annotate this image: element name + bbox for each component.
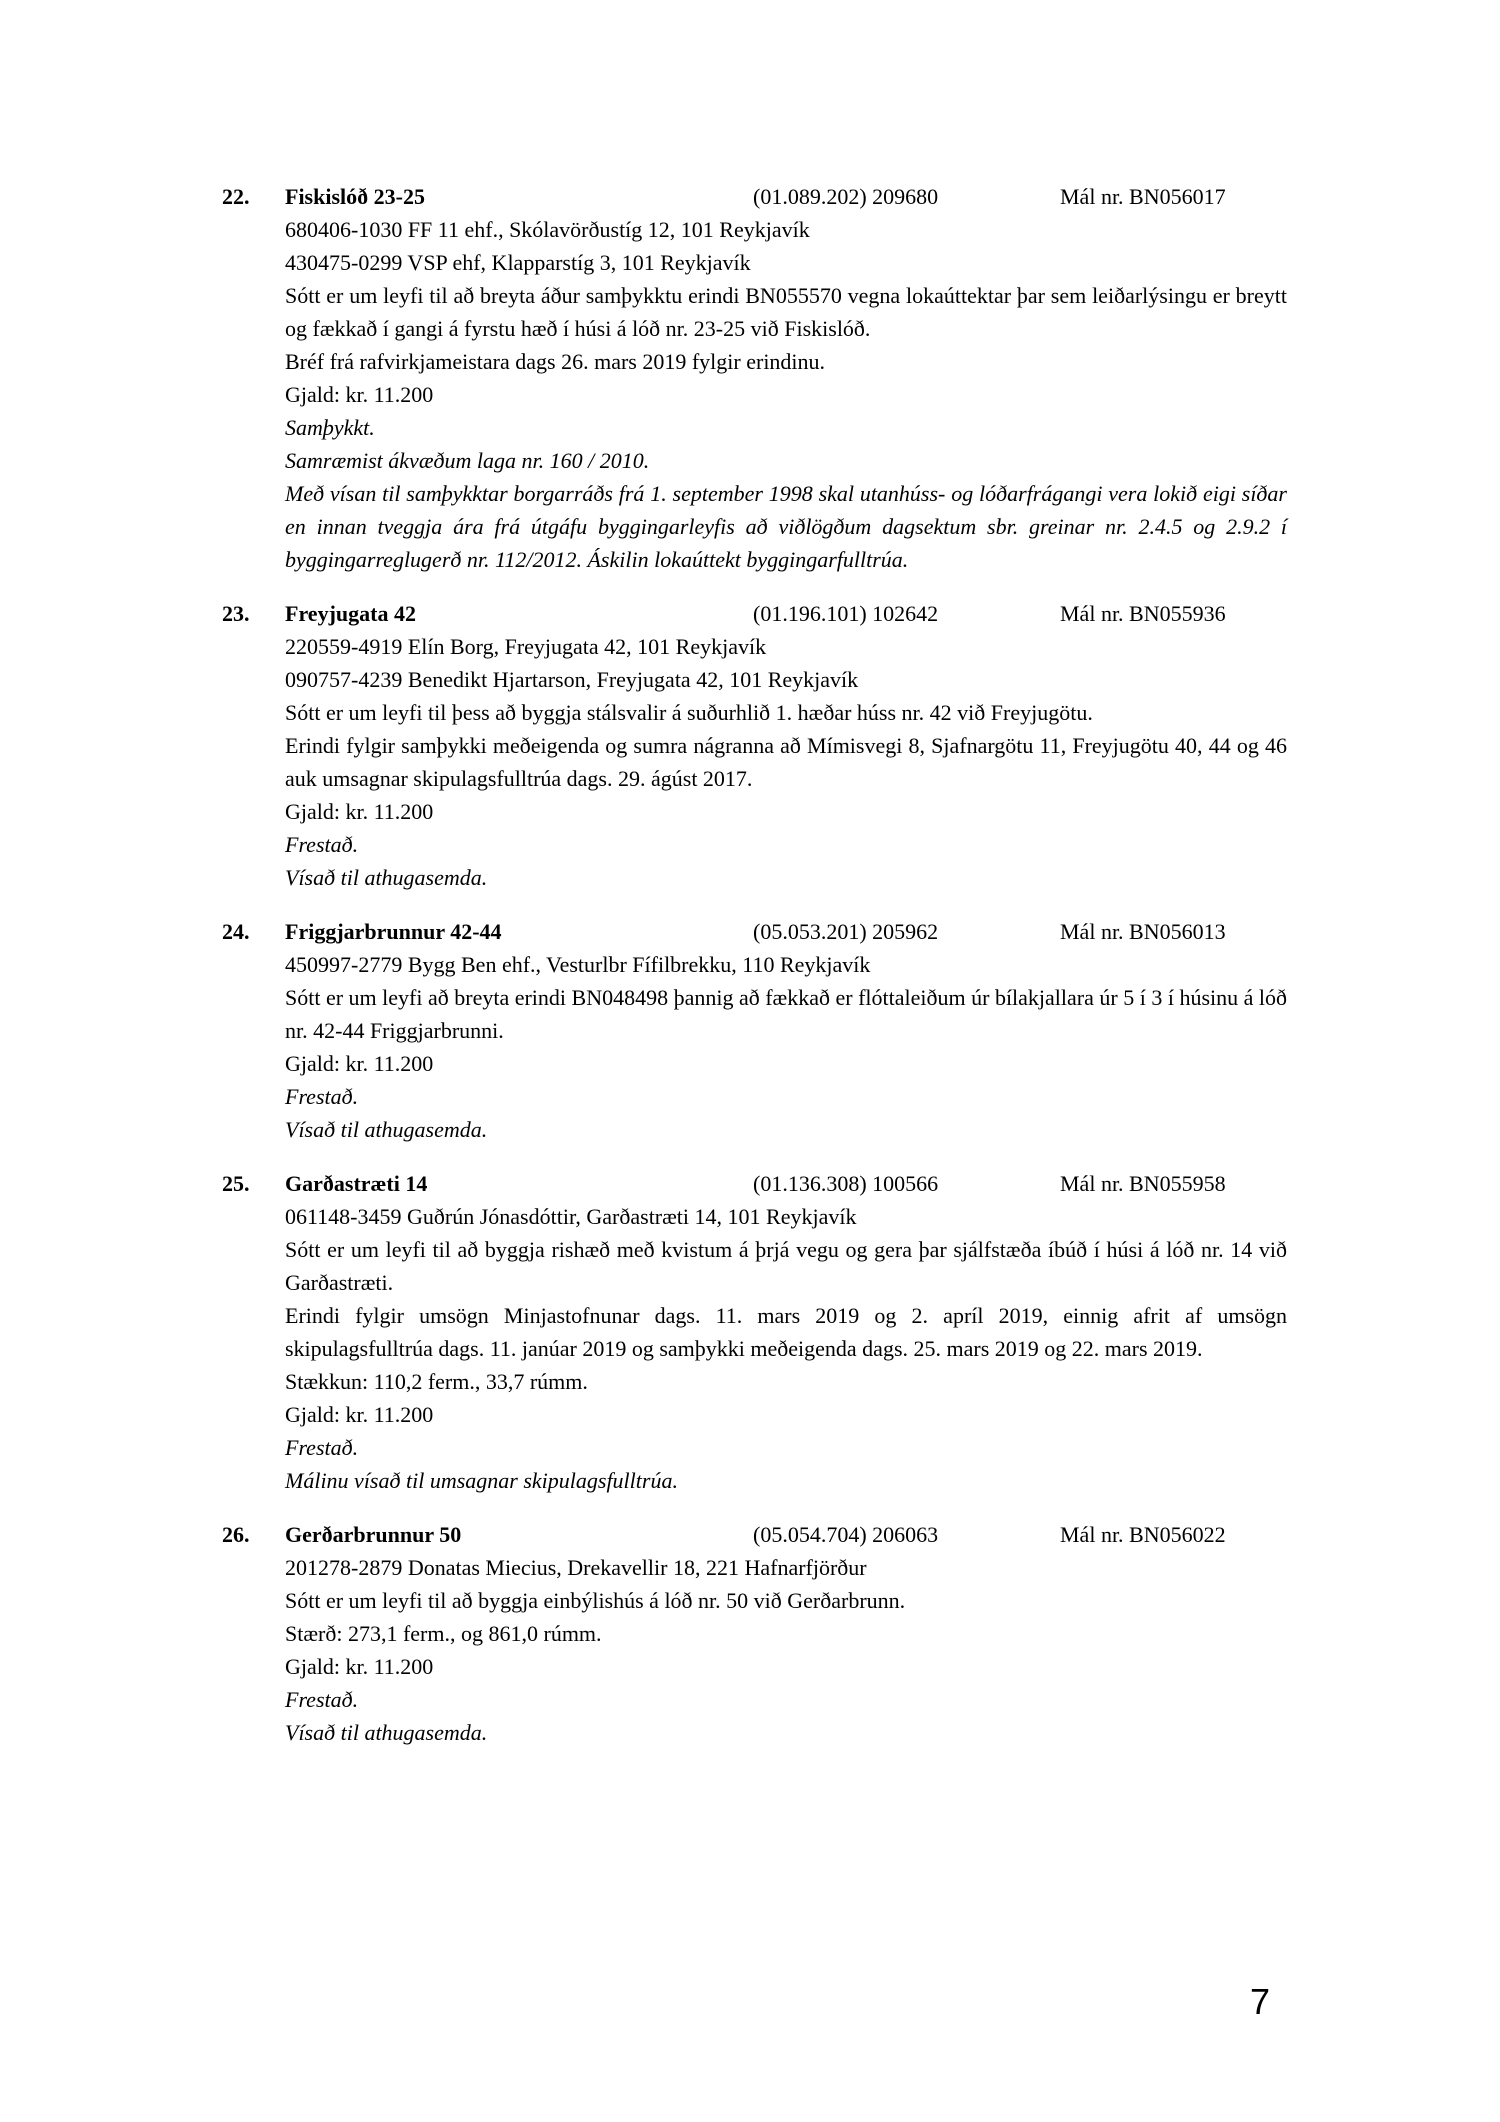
party-line: 090757-4239 Benedikt Hjartarson, Freyjugata 42, 101 Reykjavík [285,667,859,692]
item-case-number: Mál nr. BN056022 [1060,1522,1226,1547]
agenda-item [222,1167,1287,1497]
item-paragraph: Stærð: 273,1 ferm., og 861,0 rúmm. [285,1621,602,1646]
item-reference: (01.089.202) 209680 [753,184,939,209]
paragraph-list [285,696,1287,894]
item-paragraph: Sótt er um leyfi að breyta erindi BN048498 þannig að fækkað er flóttaleiðum úr bílakjallara úr 5 í 3 í húsinu á lóð nr. 42-44 Friggjarbrunni. [285,985,1287,1043]
party-list [285,630,1287,696]
item-header [285,180,1287,213]
item-paragraph: Erindi fylgir samþykki meðeigenda og sumra nágranna að Mímisvegi 8, Sjafnargötu 11, Freyjugötu 40, 44 og 46 auk umsagnar skipulagsfulltrúa dags. 29. ágúst 2017. [285,733,1287,791]
item-paragraph: Frestað. [285,1435,359,1460]
item-paragraph: Gjald: kr. 11.200 [285,1402,434,1427]
item-number: 22. [222,184,250,209]
item-paragraph: Sótt er um leyfi til að byggja einbýlishús á lóð nr. 50 við Gerðarbrunn. [285,1588,906,1613]
party-line: 680406-1030 FF 11 ehf., Skólavörðustíg 12, 101 Reykjavík [285,217,810,242]
item-paragraph: Gjald: kr. 11.200 [285,1654,434,1679]
paragraph-list [285,1233,1287,1497]
party-line: 430475-0299 VSP ehf, Klapparstíg 3, 101 Reykjavík [285,250,751,275]
item-title: Friggjarbrunnur 42-44 [285,919,502,944]
party-line: 220559-4919 Elín Borg, Freyjugata 42, 101 Reykjavík [285,634,767,659]
item-header [285,1518,1287,1551]
item-title: Freyjugata 42 [285,601,416,626]
item-paragraph: Með vísan til samþykktar borgarráðs frá 1. september 1998 skal utanhúss- og lóðarfrágangi vera lokið eigi síðar en innan tveggja ára frá útgáfu byggingarleyfis að viðlögðum dagsektum sbr. greinar nr. 2.4.5 og 2.9.2 í byggingarreglugerð nr. 112/2012. Áskilin lokaúttekt byggingarfulltrúa. [285,481,1287,572]
party-list [285,1200,1287,1233]
party-list [285,213,1287,279]
item-paragraph: Stækkun: 110,2 ferm., 33,7 rúmm. [285,1369,588,1394]
agenda-item [222,1518,1287,1749]
item-case-number: Mál nr. BN056013 [1060,919,1226,944]
item-paragraph: Sótt er um leyfi til þess að byggja stálsvalir á suðurhlið 1. hæðar húss nr. 42 við Freyjugötu. [285,700,1093,725]
case-list [222,180,1287,1770]
item-number: 24. [222,919,250,944]
paragraph-list [285,1584,1287,1749]
item-paragraph: Frestað. [285,1084,359,1109]
item-paragraph: Gjald: kr. 11.200 [285,1051,434,1076]
item-paragraph: Vísað til athugasemda. [285,1720,488,1745]
party-line: 061148-3459 Guðrún Jónasdóttir, Garðastræti 14, 101 Reykjavík [285,1204,857,1229]
agenda-item [222,180,1287,576]
item-paragraph: Samþykkt. [285,415,375,440]
item-paragraph: Vísað til athugasemda. [285,865,488,890]
item-number: 25. [222,1171,250,1196]
item-paragraph: Samræmist ákvæðum laga nr. 160 / 2010. [285,448,650,473]
paragraph-list [285,981,1287,1146]
item-case-number: Mál nr. BN056017 [1060,184,1226,209]
item-header [285,597,1287,630]
item-paragraph: Gjald: kr. 11.200 [285,382,434,407]
item-number: 26. [222,1522,250,1547]
party-line: 201278-2879 Donatas Miecius, Drekavellir 18, 221 Hafnarfjörður [285,1555,867,1580]
item-case-number: Mál nr. BN055958 [1060,1171,1226,1196]
item-reference: (05.053.201) 205962 [753,919,939,944]
item-title: Fiskislóð 23-25 [285,184,425,209]
party-line: 450997-2779 Bygg Ben ehf., Vesturlbr Fífilbrekku, 110 Reykjavík [285,952,871,977]
item-paragraph: Vísað til athugasemda. [285,1117,488,1142]
item-number: 23. [222,601,250,626]
party-list [285,1551,1287,1584]
item-reference: (05.054.704) 206063 [753,1522,939,1547]
item-title: Gerðarbrunnur 50 [285,1522,462,1547]
item-paragraph: Gjald: kr. 11.200 [285,799,434,824]
item-title: Garðastræti 14 [285,1171,428,1196]
page-number: 7 [1249,1981,1270,2022]
item-paragraph: Málinu vísað til umsagnar skipulagsfulltrúa. [285,1468,678,1493]
agenda-item [222,915,1287,1146]
agenda-item [222,597,1287,894]
item-paragraph: Sótt er um leyfi til að breyta áður samþykktu erindi BN055570 vegna lokaúttektar þar sem leiðarlýsingu er breytt og fækkað í gangi á fyrstu hæð í húsi á lóð nr. 23-25 við Fiskislóð. [285,283,1287,341]
paragraph-list [285,279,1287,576]
item-reference: (01.196.101) 102642 [753,601,939,626]
item-paragraph: Bréf frá rafvirkjameistara dags 26. mars 2019 fylgir erindinu. [285,349,826,374]
party-list [285,948,1287,981]
item-paragraph: Frestað. [285,1687,359,1712]
item-paragraph: Sótt er um leyfi til að byggja rishæð með kvistum á þrjá vegu og gera þar sjálfstæða íbúð í húsi á lóð nr. 14 við Garðastræti. [285,1237,1287,1295]
item-case-number: Mál nr. BN055936 [1060,601,1226,626]
item-reference: (01.136.308) 100566 [753,1171,939,1196]
item-header [285,1167,1287,1200]
item-header [285,915,1287,948]
item-paragraph: Erindi fylgir umsögn Minjastofnunar dags. 11. mars 2019 og 2. apríl 2019, einnig afrit af umsögn skipulagsfulltrúa dags. 11. janúar 2019 og samþykki meðeigenda dags. 25. mars 2019 og 22. mars 2019. [285,1303,1287,1361]
item-paragraph: Frestað. [285,832,359,857]
